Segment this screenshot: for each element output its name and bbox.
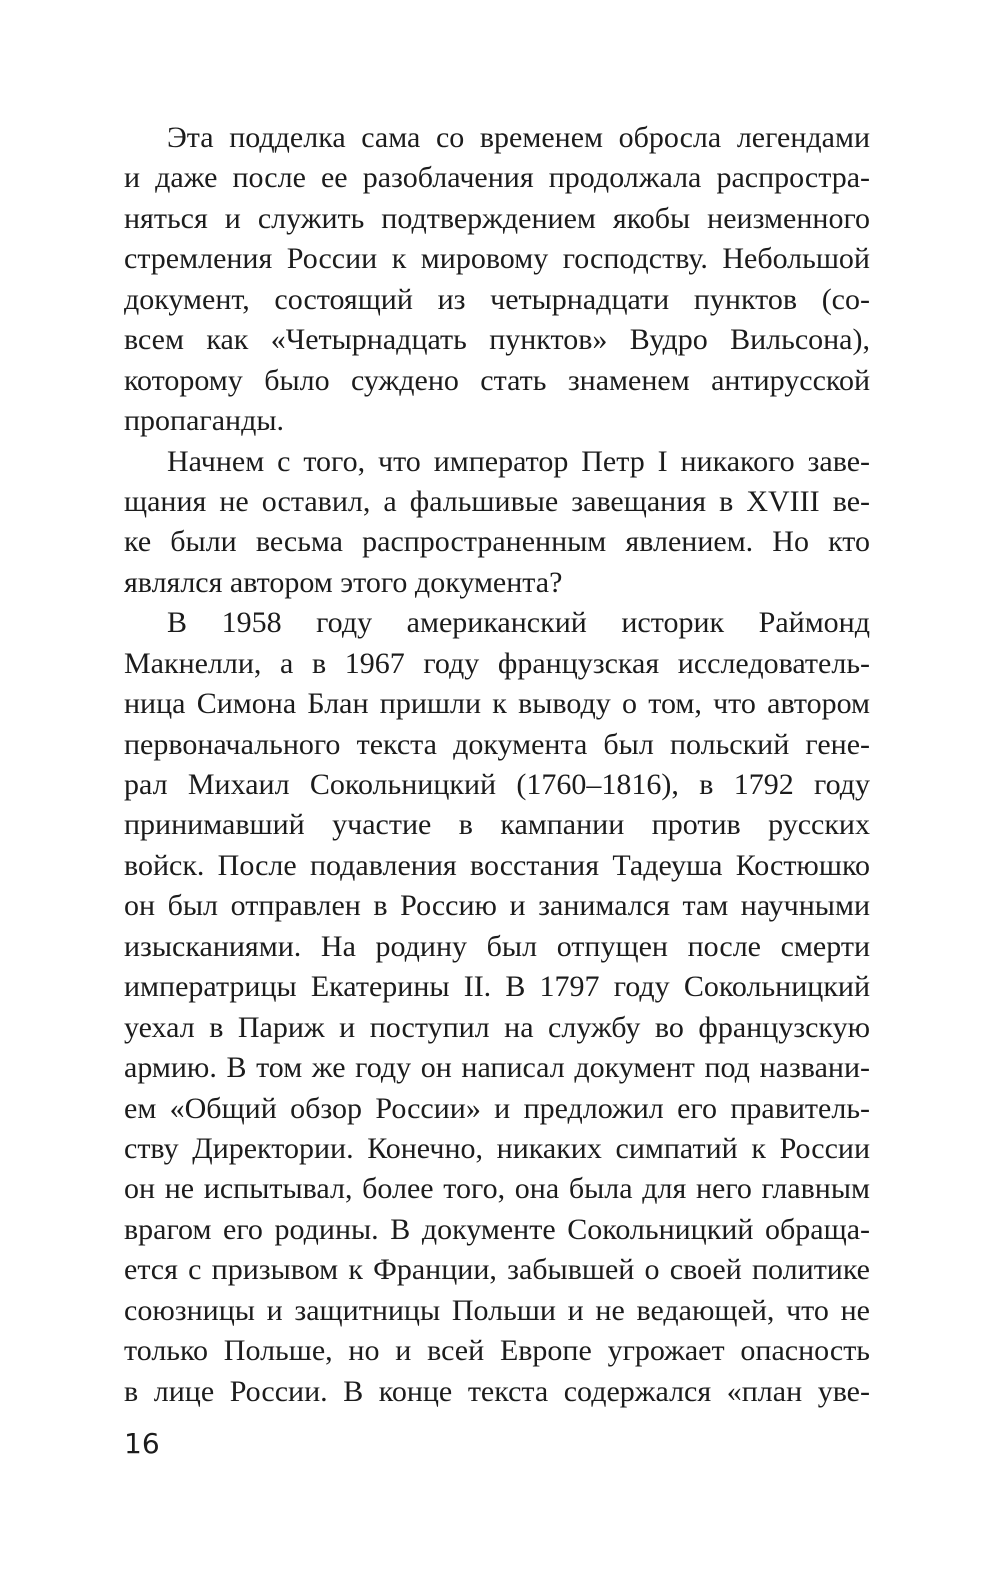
text-line: Эта подделка сама со временем обросла легендами xyxy=(167,121,870,154)
text-line: войск. После подавления восстания Тадеуша Костюшко xyxy=(124,848,870,882)
text-line: всем как «Четырнадцать пунктов» Вудро Вильсона), xyxy=(124,323,870,357)
text-line: союзницы и защитницы Польши и не ведающей, что не xyxy=(124,1293,870,1327)
paragraph xyxy=(124,603,870,1412)
text-line: В 1958 году американский историк Раймонд xyxy=(167,606,870,640)
paragraph xyxy=(124,118,870,442)
text-line: которому было суждено стать знаменем антирусской xyxy=(124,363,870,397)
text-line: щания не оставил, а фальшивые завещания в XVIII ве- xyxy=(124,484,870,518)
paragraph xyxy=(124,442,870,604)
text-line: только Польше, но и всей Европе угрожает опасность xyxy=(124,1334,870,1368)
text-line: стремления России к мировому господству. Небольшой xyxy=(124,242,870,276)
text-line: и даже после ее разоблачения продолжала распростра- xyxy=(124,161,870,195)
text-line: в лице России. В конце текста содержался «план уве- xyxy=(124,1374,870,1408)
text-line: императрицы Екатерины II. В 1797 году Сокольницкий xyxy=(124,970,870,1004)
text-line: изысканиями. На родину был отпущен после смерти xyxy=(124,929,870,963)
text-line: Начнем с того, что император Петр I никакого заве- xyxy=(167,444,870,478)
text-line: документ, состоящий из четырнадцати пунктов (со- xyxy=(124,282,870,316)
text-line: няться и служить подтверждением якобы неизменного xyxy=(124,201,870,235)
text-line: ству Директории. Конечно, никаких симпатий к России xyxy=(124,1131,870,1165)
text-line: являлся автором этого документа? xyxy=(124,565,563,599)
text-line: врагом его родины. В документе Сокольницкий обраща- xyxy=(124,1212,870,1246)
text-line: ница Симона Блан пришли к выводу о том, что автором xyxy=(124,687,870,721)
text-line: пропаганды. xyxy=(124,404,285,438)
text-line: ется с призывом к Франции, забывшей о своей политике xyxy=(124,1253,870,1287)
text-line: уехал в Париж и поступил на службу во французскую xyxy=(124,1010,870,1044)
text-line: ке были весьма распространенным явлением. Но кто xyxy=(124,525,870,559)
page-number: 16 xyxy=(124,1427,160,1460)
body-text xyxy=(124,118,870,1412)
text-line: он был отправлен в Россию и занимался там научными xyxy=(124,889,870,923)
text-line: он не испытывал, более того, она была для него главным xyxy=(124,1172,870,1206)
text-line: Макнелли, а в 1967 году французская исследователь- xyxy=(124,646,870,680)
text-line: ем «Общий обзор России» и предложил его правитель- xyxy=(124,1091,870,1125)
text-line: первоначального текста документа был польский гене- xyxy=(124,727,870,761)
text-line: рал Михаил Сокольницкий (1760–1816), в 1792 году xyxy=(124,768,870,801)
text-line: армию. В том же году он написал документ под названи- xyxy=(124,1051,870,1085)
text-line: принимавший участие в кампании против русских xyxy=(124,808,870,842)
